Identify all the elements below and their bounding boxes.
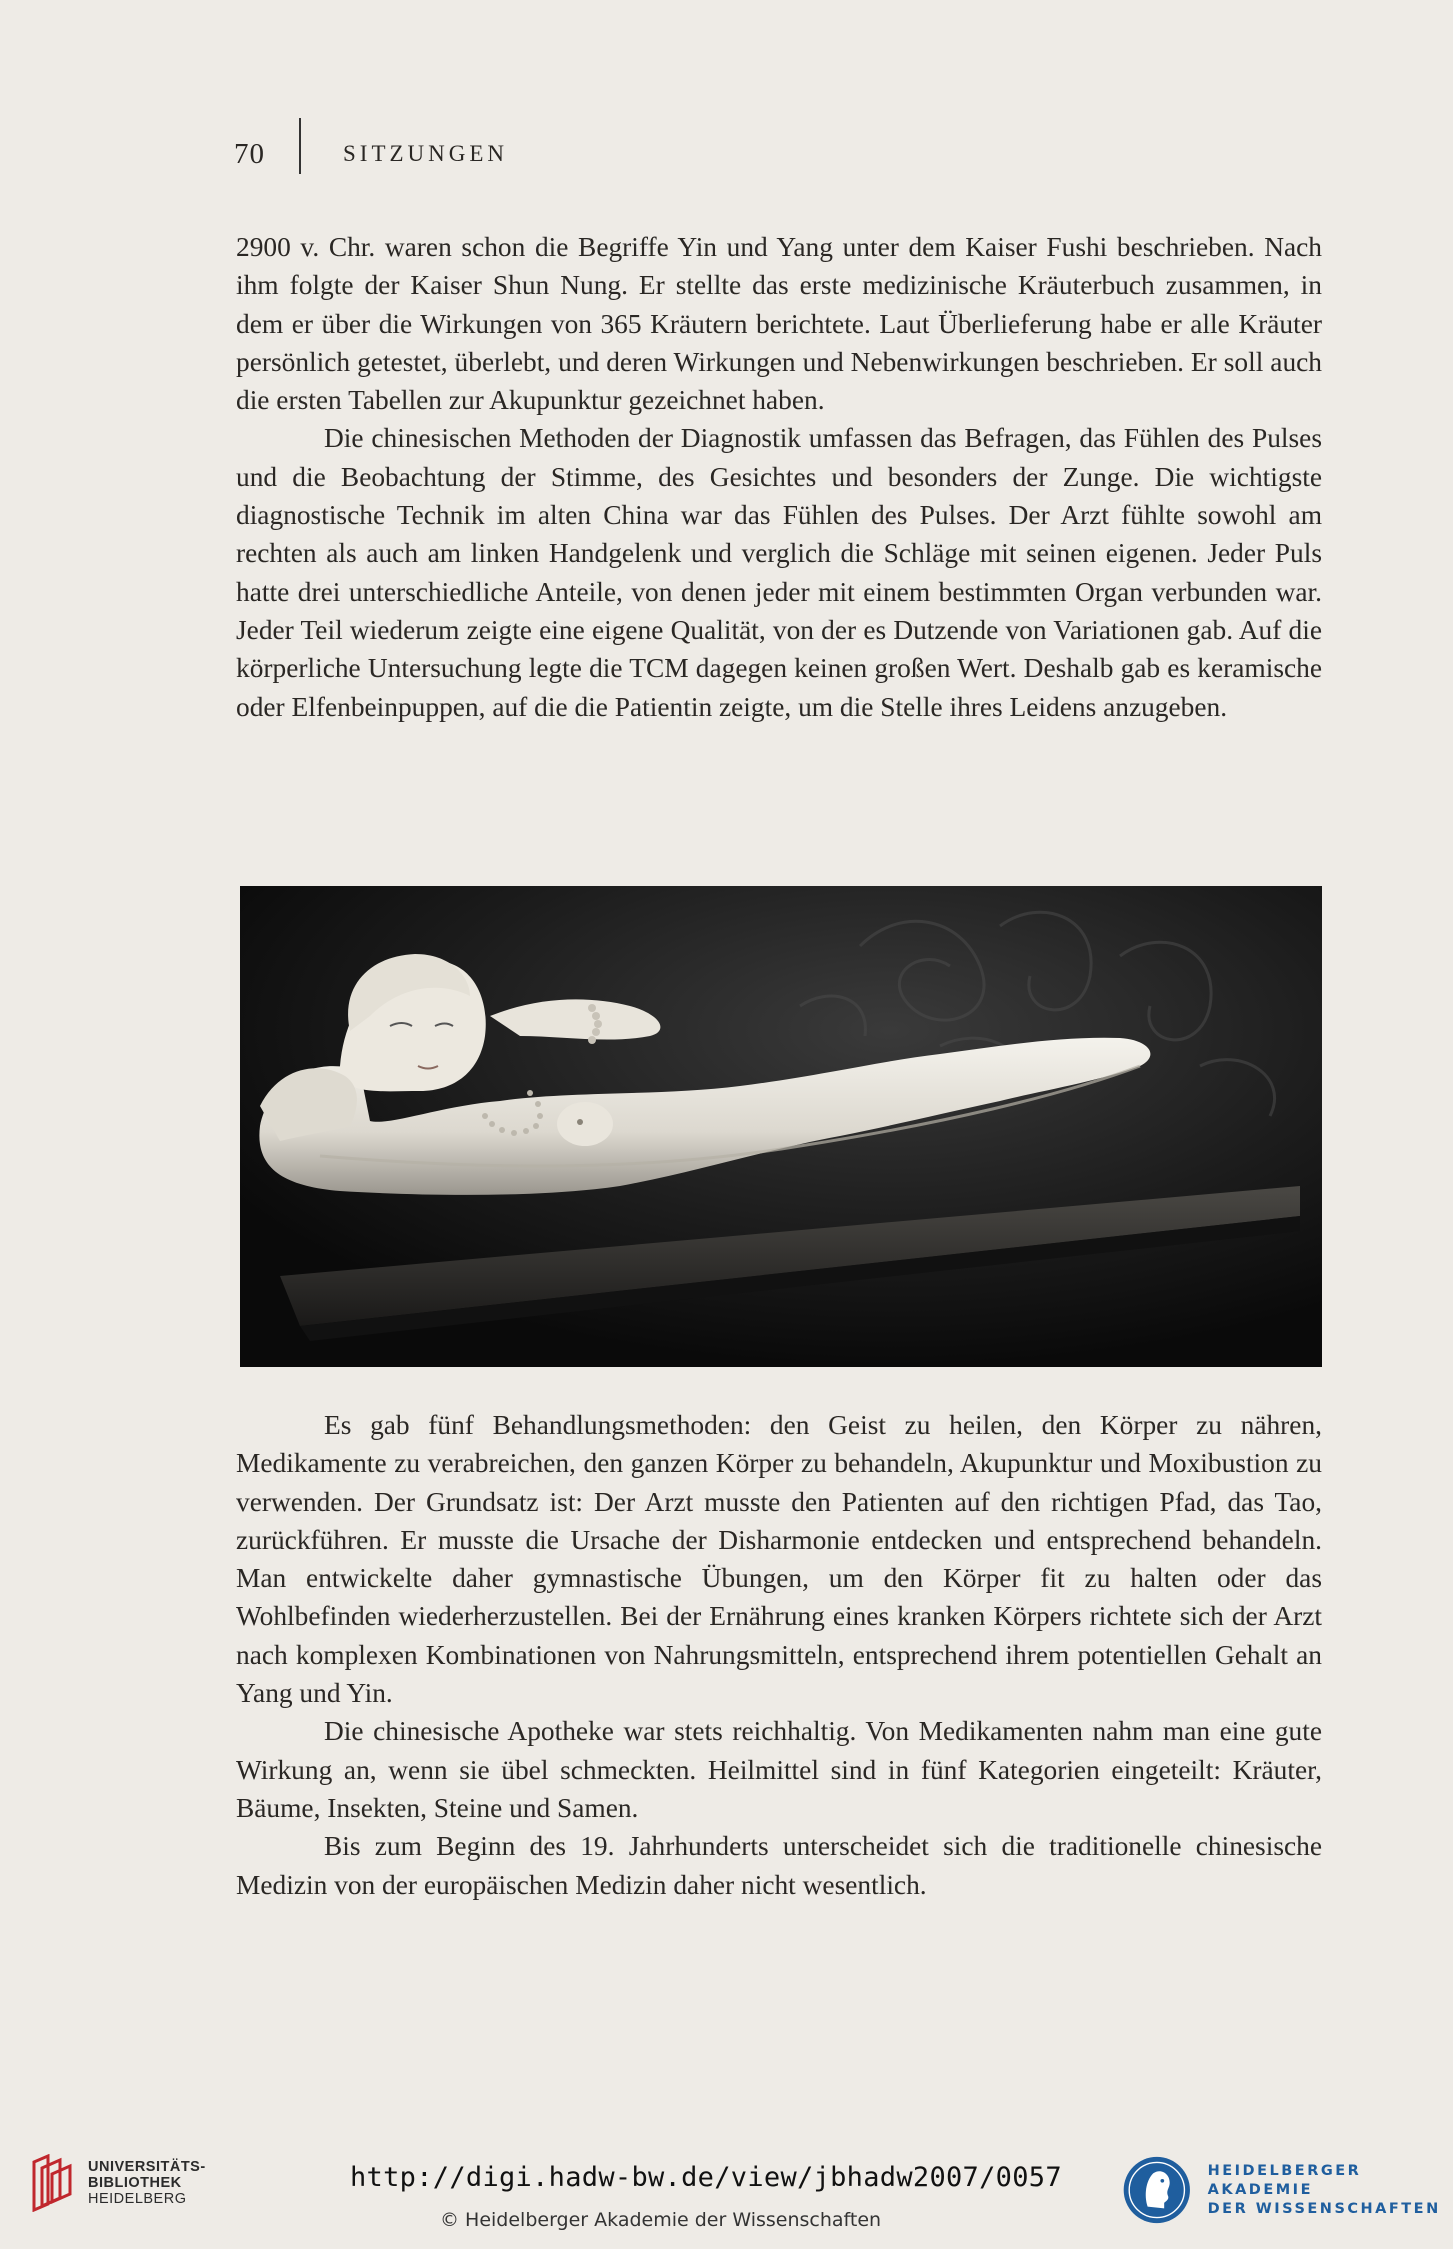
paragraph: 2900 v. Chr. waren schon die Begriffe Yin und Yang unter dem Kaiser Fushi beschrieben. Nach ihm folgte der Kaiser Shun Nung. Er stellte das erste medizinische Kräuterbuch zusammen, in dem er über die Wirkungen von 365 Kräutern berichtete. Laut Überlieferung habe er alle Kräuter persönlich getestet, überlebt, und deren Wirkungen und Nebenwirkungen beschrieben. Er soll auch die ersten Tabellen zur Akupunktur gezeichnet haben. bbox=[236, 232, 1322, 416]
academy-name bbox=[1208, 2162, 1453, 2219]
academy-name-line: HEIDELBERGER AKADEMIE bbox=[1207, 2162, 1362, 2198]
academy-branding bbox=[1120, 2150, 1453, 2230]
running-header bbox=[234, 136, 508, 172]
paragraph: Es gab fünf Behandlungsmethoden: den Geist zu heilen, den Körper zu nähren, Medikamente zu verabreichen, den ganzen Körper zu behandeln, Akupunktur und Moxibustion zu verwenden. Der Grundsatz ist: Der Arzt musste den Patienten auf den richtigen Pfad, das Tao, zurückführen. Er musste die Ursache der Disharmonie entdecken und entsprechend behandeln. Man entwickelte daher gymnastische Übungen, um den Körper fit zu halten oder das Wohlbefinden wiederherzustellen. Bei der Ernährung eines kranken Körpers richtete sich der Arzt nach komplexen Kombinationen von Nahrungsmitteln, entsprechend ihrem potentiellen Gehalt an Yang und Yin. bbox=[236, 1410, 1322, 1709]
academy-name-line: DER WISSENSCHAFTEN bbox=[1207, 2200, 1441, 2217]
paragraph: Bis zum Beginn des 19. Jahrhunderts unterscheidet sich die traditionelle chinesische Medizin von der europäischen Medizin daher nicht wesentlich. bbox=[236, 1831, 1322, 1900]
paragraph: Die chinesische Apotheke war stets reichhaltig. Von Medikamenten nahm man eine gute Wirkung an, wenn sie übel schmeckten. Heilmittel sind in fünf Kategorien eingeteilt: Kräuter, Bäume, Insekten, Steine und Samen. bbox=[236, 1716, 1322, 1823]
header-divider bbox=[299, 118, 301, 174]
page-number: 70 bbox=[234, 137, 265, 170]
university-library-logo-icon bbox=[30, 2154, 76, 2212]
library-name-line: UNIVERSITÄTS- bbox=[88, 2159, 206, 2175]
copyright-notice: © Heidelberger Akademie der Wissenschaften bbox=[440, 2209, 882, 2231]
library-name-line: HEIDELBERG bbox=[88, 2191, 187, 2207]
figure-ivory-doll-photo bbox=[240, 886, 1322, 1367]
running-head-title: SITZUNGEN bbox=[343, 141, 509, 166]
ivory-doll-illustration bbox=[240, 886, 1322, 1367]
paragraph: Die chinesischen Methoden der Diagnostik umfassen das Befragen, das Fühlen des Pulses und die Beobachtung der Stimme, des Gesichtes und besonders der Zunge. Die wichtigste diagnostische Technik im alten China war das Fühlen des Pulses. Der Arzt fühlte sowohl am rechten als auch am linken Handgelenk und verglich die Schläge mit seinen eigenen. Jeder Puls hatte drei unterschiedliche Anteile, von denen jeder mit einem bestimmten Organ verbunden war. Jeder Teil wiederum zeigte eine eigene Qualität, von der es Dutzende von Variationen gab. Auf die körperliche Untersuchung legte die TCM dagegen keinen großen Wert. Deshalb gab es keramische oder Elfenbeinpuppen, auf die die Patientin zeigte, um die Stelle ihres Leidens anzugeben. bbox=[236, 423, 1322, 722]
body-text-lower bbox=[236, 1406, 1322, 1904]
library-name bbox=[88, 2159, 206, 2207]
library-name-line: BIBLIOTHEK bbox=[88, 2175, 182, 2191]
body-text-upper bbox=[236, 228, 1322, 726]
library-branding bbox=[30, 2154, 206, 2212]
digital-copy-link[interactable]: http://digi.hadw-bw.de/view/jbhadw2007/0057 bbox=[350, 2162, 1062, 2193]
academy-seal-icon bbox=[1120, 2150, 1194, 2230]
